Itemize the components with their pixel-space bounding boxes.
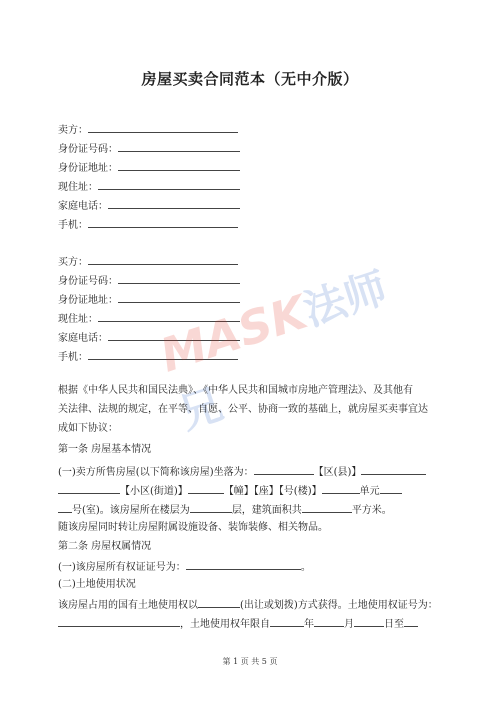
seller-current-address-field: 现住址： [58, 178, 240, 194]
seller-id-address-field: 身份证地址： [58, 159, 240, 175]
article-2-certificate-line: (一)该房屋所有权证证号为： 。 [58, 558, 453, 576]
article-2-land-term-line: ，土地使用权年限自 年 月 日至 [58, 615, 453, 633]
article-2-land-status: (二)土地使用状况 [58, 579, 136, 590]
buyer-mobile-field: 手机： [58, 348, 238, 364]
buyer-field: 买方： [58, 253, 238, 269]
page-number: 第 1 页 共 5 页 [222, 657, 278, 666]
seller-field: 卖方： [58, 121, 238, 137]
buyer-current-address-field: 现住址： [58, 310, 240, 326]
article-1-floor-area-line: 号(室)。该房屋所在楼层为 层，建筑面积共 平方米。 [58, 501, 453, 519]
article-1-location-line: (一)卖方所售房屋(以下简称该房屋)坐落为： 【区(县)】 [58, 463, 453, 481]
buyer-id-number-field: 身份证号码： [58, 272, 240, 288]
intro-line-2: 关法律、法规的规定，在平等、自愿、公平、协商一致的基础上，就房屋买卖事宜达 [58, 404, 428, 415]
seller-home-phone-field: 家庭电话： [58, 197, 240, 213]
article-1-attachments-line: 随该房屋同时转让房屋附属设施设备、装饰装修、相关物品。 [58, 522, 328, 533]
intro-line-1: 根据《中华人民共和国民法典》、《中华人民共和国城市房地产管理法》、及其他有 [58, 385, 413, 396]
document-title: 房屋买卖合同范本（无中介版） [141, 70, 359, 88]
article-1-title: 第一条 房屋基本情况 [58, 444, 152, 455]
intro-line-3: 成如下协议： [58, 423, 118, 434]
article-1-address-line: 【小区(街道)】 【幢】【座】【号(楼)】 单元 [58, 482, 453, 500]
seller-mobile-field: 手机： [58, 216, 238, 232]
seller-id-number-field: 身份证号码： [58, 140, 240, 156]
buyer-id-address-field: 身份证地址： [58, 291, 240, 307]
article-2-land-right-line: 该房屋占用的国有土地使用权以 (出让或划拨)方式获得。土地使用权证号为： [58, 596, 453, 614]
article-2-title: 第二条 房屋权属情况 [58, 541, 152, 552]
watermark-logo: MASK法师兄 [153, 262, 393, 439]
buyer-home-phone-field: 家庭电话： [58, 329, 240, 345]
